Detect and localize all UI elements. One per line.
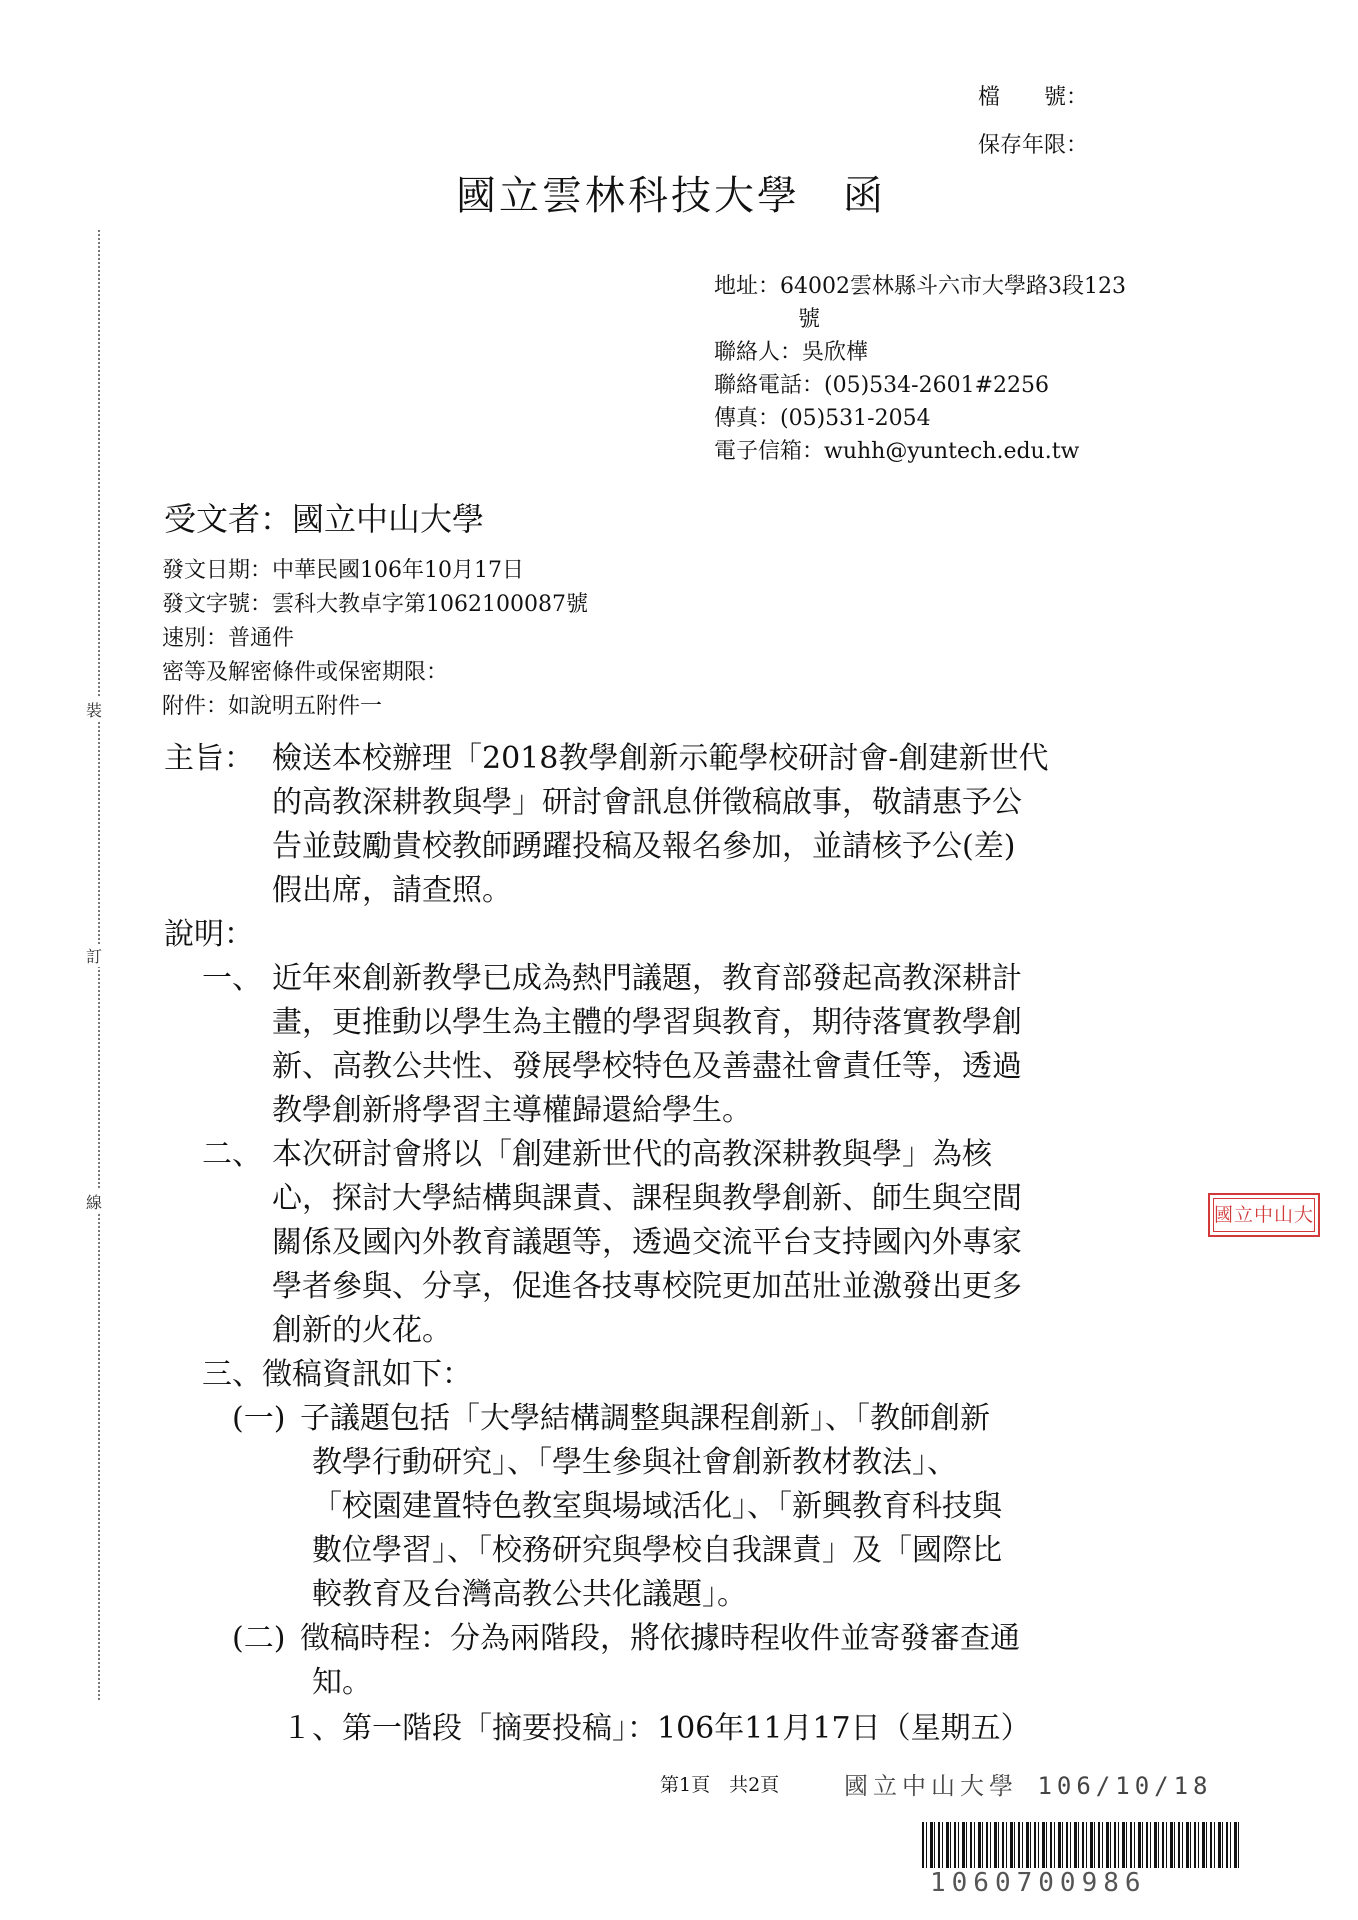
barcode-number: 1060700986 — [930, 1868, 1147, 1898]
receiver-stamp: 國立中山大學 106/10/18 — [844, 1772, 1213, 1800]
sub-item-line: 數位學習」、「校務研究與學校自我課責」及「國際比 — [312, 1533, 1002, 1568]
contact-email: 電子信箱：wuhh@yuntech.edu.tw — [714, 439, 1080, 464]
explanation-line: 新、高教公共性、發展學校特色及善盡社會責任等，透過 — [272, 1049, 1022, 1084]
explanation-line: 關係及國內外教育議題等，透過交流平台支持國內外專家 — [272, 1225, 1022, 1260]
seal-text: 國立中山大 — [1213, 1204, 1314, 1226]
document-barcode — [922, 1822, 1240, 1868]
subject-line: 告並鼓勵貴校教師踴躍投稿及報名參加，並請核予公(差) — [272, 829, 1016, 864]
security-level: 密等及解密條件或保密期限： — [162, 660, 449, 685]
address-line-1: 地址：64002雲林縣斗六市大學路3段123 — [714, 274, 1126, 299]
binding-mark-2: 訂 — [86, 944, 102, 967]
document-title: 國立雲林科技大學 函 — [456, 173, 886, 219]
document-number: 發文字號：雲科大教卓字第1062100087號 — [162, 592, 588, 617]
explanation-line: 畫，更推動以學生為主體的學習與教育，期待落實教學創 — [272, 1005, 1022, 1040]
explanation-line: 本次研討會將以「創建新世代的高教深耕教與學」為核 — [272, 1137, 992, 1172]
contact-fax: 傳真：(05)531-2054 — [714, 406, 931, 431]
retention-period-label: 保存年限： — [978, 133, 1089, 158]
explanation-item-1-label: 一、 — [202, 961, 262, 996]
binding-mark-3: 線 — [86, 1190, 102, 1213]
contact-person: 聯絡人：吳欣樺 — [714, 340, 869, 365]
explanation-line: 教學創新將學習主導權歸還給學生。 — [272, 1093, 752, 1128]
subject-line: 檢送本校辦理「2018教學創新示範學校研討會-創建新世代 — [272, 741, 1049, 776]
explanation-item-2-label: 二、 — [202, 1137, 262, 1172]
sub-item-line: 子議題包括「大學結構調整與課程創新」、「教師創新 — [300, 1401, 990, 1436]
explanation-line: 創新的火花。 — [272, 1313, 452, 1348]
issue-date: 發文日期：中華民國106年10月17日 — [162, 558, 524, 583]
recipient: 受文者：國立中山大學 — [164, 500, 485, 538]
explanation-line: 學者參與、分享，促進各技專校院更加茁壯並激發出更多 — [272, 1269, 1022, 1304]
stage-one-deadline: １、第一階段「摘要投稿」：106年11月17日（星期五） — [282, 1711, 1031, 1746]
binding-mark-1: 裝 — [86, 698, 102, 721]
file-number-label: 檔 號： — [978, 85, 1089, 110]
sub-item-line: 較教育及台灣高教公共化議題」。 — [312, 1577, 747, 1612]
sub-item-line: 徵稿時程：分為兩階段，將依據時程收件並寄發審查通 — [300, 1621, 1020, 1656]
address-line-2: 號 — [798, 307, 821, 332]
delivery-speed: 速別：普通件 — [162, 626, 295, 651]
page-indicator: 第1頁 共2頁 — [660, 1774, 780, 1796]
sub-item-1-label: (一) — [232, 1401, 286, 1436]
subject-line: 的高教深耕教與學」研討會訊息併徵稿啟事，敬請惠予公 — [272, 785, 1022, 820]
attachment: 附件：如說明五附件一 — [162, 694, 383, 719]
subject-label: 主旨： — [164, 741, 254, 776]
official-seal-stamp — [1208, 1193, 1320, 1237]
explanation-line: 近年來創新教學已成為熱門議題，教育部發起高教深耕計 — [272, 961, 1022, 996]
sub-item-line: 「校園建置特色教室與場域活化」、「新興教育科技與 — [312, 1489, 1002, 1524]
sub-item-line: 知。 — [312, 1665, 372, 1700]
explanation-line: 心，探討大學結構與課責、課程與教學創新、師生與空間 — [272, 1181, 1022, 1216]
explanation-item-3-label: 三、徵稿資訊如下： — [202, 1357, 472, 1392]
sub-item-2-label: (二) — [232, 1621, 286, 1656]
subject-line: 假出席，請查照。 — [272, 873, 512, 908]
contact-phone: 聯絡電話：(05)534-2601#2256 — [714, 373, 1049, 398]
sub-item-line: 教學行動研究」、「學生參與社會創新教材教法」、 — [312, 1445, 957, 1480]
explanation-label: 說明： — [164, 917, 254, 952]
